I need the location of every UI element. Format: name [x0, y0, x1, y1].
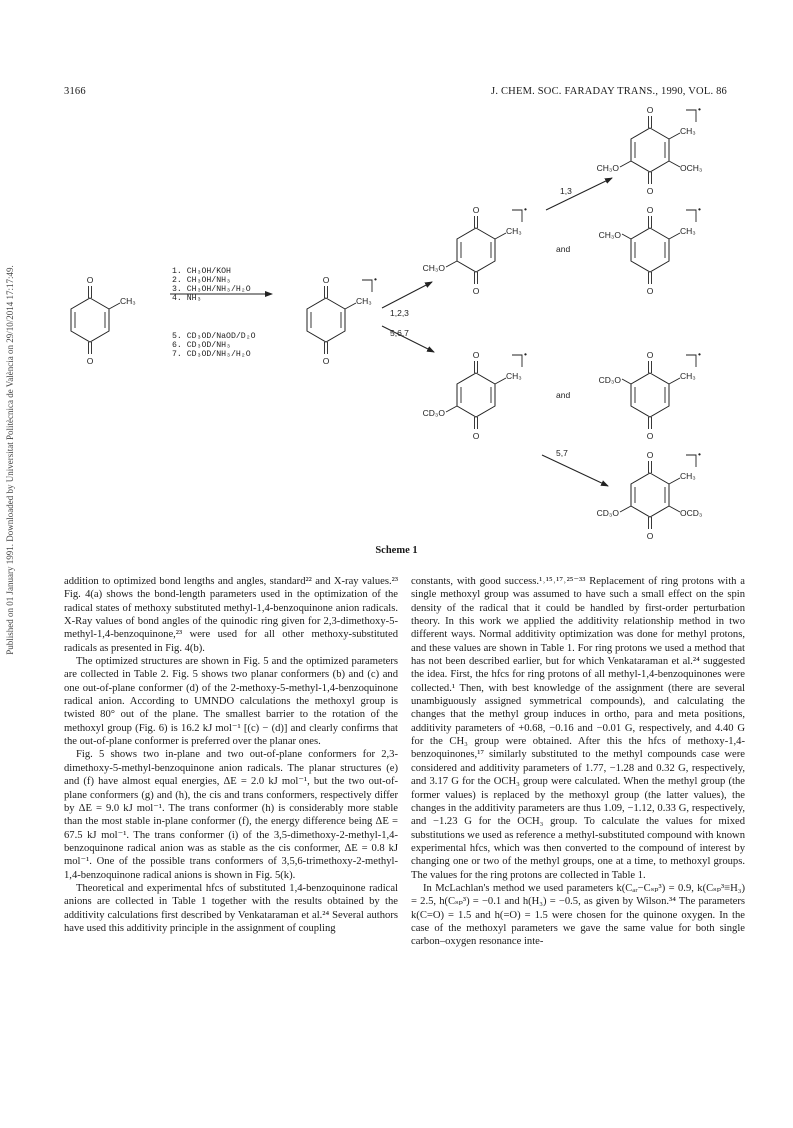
reaction-condition: 4. NH₃	[172, 294, 202, 303]
radical-dot: •	[698, 349, 701, 359]
methyl-label: CH₃	[506, 226, 522, 236]
methoxy-bond	[622, 379, 631, 384]
oxygen-label: O	[322, 275, 330, 285]
left-paragraph: addition to optimized bond lengths and angles, standard²² and X-ray values.²³ Fig. 4(a) shows the bond-length parameters used in the optimization of the radical states of methoxy substituted methyl-1,4-benzoquinone anion radicals. X-Ray values of bond angles of the quinodic ring given for 2,3-dimethoxy-5-methyl-1,4-benzoquinone,²³ were used for all other methoxy-substituted radicals as presented in Fig. 4(b).	[64, 576, 398, 654]
substituent-label: CH₃O	[596, 163, 619, 173]
methyl-bond	[495, 233, 506, 239]
deutero-product-a	[423, 349, 527, 441]
substituent-label: CD₃O	[598, 375, 621, 385]
methoxy-bond	[620, 161, 631, 167]
substituent-label: OCD₃	[680, 508, 703, 518]
left-paragraph: Fig. 5 shows two in-plane and two out-of-plane conformers for 2,3-dimethoxy-5-methyl-benzoquinone anion radicals. The planar structures (e) and (f) have almost equal energies, ΔE = 2.0 kJ mol⁻¹, but the two out-of-plane conformers (g) and (h), the cis and trans conformers, respectively differ by ΔE = 9.0 kJ mol⁻¹. The trans conformer (h) is considerably more stable than the most stable in-plane conformer (f), the energy difference being ΔE = 67.5 kJ mol⁻¹. The trans conformer (i) of the 3,5-dimethoxy-2-methyl-1,4-benzoquinone radical anion was as stable as the cis conformer, ΔE = 0.8 kJ mol⁻¹. One of the possible trans conformers of 3,5,6-trimethoxy-2-methyl-1,4-benzoquinone radical anions is shown in Fig. 5(k).	[64, 749, 398, 881]
radical-dot: •	[698, 449, 701, 459]
methyl-bond	[109, 303, 120, 309]
oxygen-label: O	[86, 356, 94, 366]
reaction-condition: 6. CD₃OD/NH₃	[172, 341, 231, 350]
methoxy-bond	[446, 406, 457, 412]
left-column	[64, 575, 398, 935]
arrow-label: 5,6,7	[390, 328, 409, 338]
dideutero-product	[597, 449, 703, 541]
substituent-label: CD₃O	[596, 508, 619, 518]
methyl-label: CH₃	[356, 296, 372, 306]
radical-bracket	[686, 210, 696, 222]
left-paragraph: The optimized structures are shown in Fig. 5 and the optimized parameters are collected in Table 2. Fig. 5 shows two planar conformers (b) and (c) and one out-of-plane conformer (d) of the 2-methoxy-5-methyl-1,4-benzoquinone radical anion. According to UMNDO calculations the methoxyl group is twisted 80° out of the plane. The smallest barrier to the rotation of the methoxyl group (Fig. 6) is 16.2 kJ mol⁻¹ [(c) − (d)] and clearly confirms that the out-of-plane conformer is preferred over the planar ones.	[64, 656, 398, 748]
oxygen-label: O	[646, 186, 654, 196]
radical-bracket	[362, 280, 372, 292]
arrow-label: 1,2,3	[390, 308, 409, 318]
scheme-caption: Scheme 1	[375, 545, 418, 556]
radical-bracket	[686, 355, 696, 367]
methyl-label: CH₃	[506, 371, 522, 381]
radical-bracket	[686, 455, 696, 467]
methyl-bond	[669, 478, 680, 484]
start-methylquinone	[71, 275, 136, 366]
right-column	[411, 575, 745, 949]
oxygen-label: O	[646, 286, 654, 296]
quinone-ring	[307, 286, 345, 354]
methoxy-product-b	[599, 204, 701, 296]
methyl-label: CH₃	[680, 126, 696, 136]
right-paragraph: constants, with good success.¹˒¹⁵˒¹⁷˒²⁵⁻³³ Replacement of ring protons with a single methoxyl group was assumed to have such a small effect on the spin density of the radical that it could be handled by first-order perturbation theory. In this work we applied the additivity relationship method in two different ways. Normal additivity optimization was done for methyl protons, and these values are shown in Table 1. For ring protons we used a method that has not been described earlier, but for which Venkataraman et al.²⁴ suggested the idea. First, the hfcs for ring protons of all methyl-1,4-benzoquinones were collected.¹ Then, with best knowledge of the assignment (there are several unambiguously assigned symmetrical compounds), and calculating the changes that the methyl group induces in ortho, para and meta positions, additivity parameters of +0.68, −0.16 and −0.01 G, respectively, and 4.40 G for the CH₃ group were obtained. After this the hfcs of methoxy-1,4-benzoquinones,¹⁷ similarly substituted to the methyl compounds case were considered and additivity parameters of 1.77, −1.28 and 0.32 G, respectively, and 3.17 G for the OCH₃ group were calculated. When the methyl group (the former values) is replaced by the methoxyl group (the latter values), the changes in the additivity parameters are thus 1.09, −1.12, 0.33 G, respectively, and −1.23 G for the OCH₃ group. To calculate the values for mixed substitutions we used as reference a methyl-substituted compound with known experimental hfcs, which was then converted to the compound of interest by changing one or two of the methyl groups, one at a time, to methoxyl groups. The values for the ring protons are collected in Table 1.	[411, 576, 745, 881]
substituent-label: CD₃O	[422, 408, 445, 418]
methylquinone-radical	[307, 274, 377, 366]
methoxy-bond	[446, 261, 457, 267]
left-paragraph: Theoretical and experimental hfcs of substituted 1,4-benzoquinone radical anions are collected in Table 1 together with the results obtained by the additivity calculations first described by Venkataraman et al.²⁴ Several authors have used this additivity principle in the assignment of coupling	[64, 882, 398, 934]
methoxy-product-a	[423, 204, 527, 296]
and-label: and	[556, 390, 571, 400]
arrow-1-2-3	[382, 282, 432, 308]
substituent-label: CH₃O	[598, 230, 621, 240]
oxygen-label: O	[646, 450, 654, 460]
methoxy-bond	[622, 234, 631, 239]
oxygen-label: O	[86, 275, 94, 285]
quinone-ring	[631, 116, 669, 184]
oxygen-label: O	[472, 350, 480, 360]
oxygen-label: O	[646, 531, 654, 541]
radical-bracket	[512, 355, 522, 367]
methyl-label: CH₃	[680, 226, 696, 236]
methyl-bond	[669, 133, 680, 139]
download-watermark-text: Published on 01 January 1991. Downloaded by Universitat Politècnica de València on 29/10/2014 17:17:49.	[5, 265, 15, 655]
oxygen-label: O	[646, 105, 654, 115]
substituent-label: OCH₃	[680, 163, 703, 173]
oxygen-label: O	[646, 205, 654, 215]
quinone-ring	[631, 361, 669, 429]
quinone-ring	[71, 286, 109, 354]
methyl-bond	[345, 303, 356, 309]
arrow-5-7	[542, 455, 608, 486]
quinone-ring	[457, 361, 495, 429]
radical-dot: •	[524, 349, 527, 359]
reaction-condition: 5. CD₃OD/NaOD/D₂O	[172, 332, 256, 341]
quinone-ring	[631, 216, 669, 284]
oxygen-label: O	[472, 205, 480, 215]
methyl-bond	[669, 233, 680, 239]
quinone-ring	[631, 461, 669, 529]
methyl-bond	[669, 378, 680, 384]
radical-dot: •	[698, 104, 701, 114]
dimethoxy-product	[597, 104, 703, 196]
methoxy-bond	[620, 506, 631, 512]
radical-bracket	[686, 110, 696, 122]
methyl-label: CH₃	[680, 371, 696, 381]
oxygen-label: O	[646, 431, 654, 441]
reaction-scheme	[0, 100, 793, 570]
and-label: and	[556, 244, 571, 254]
oxygen-label: O	[472, 286, 480, 296]
oxygen-label: O	[646, 350, 654, 360]
methoxy-bond	[669, 161, 680, 167]
reaction-condition: 2. CH₃OH/NH₃	[172, 276, 231, 285]
reaction-condition: 7. CD₃OD/NH₃/H₂O	[172, 350, 251, 359]
methyl-label: CH₃	[680, 471, 696, 481]
deutero-product-b	[599, 349, 701, 441]
methyl-bond	[495, 378, 506, 384]
radical-dot: •	[698, 204, 701, 214]
quinone-ring	[457, 216, 495, 284]
oxygen-label: O	[322, 356, 330, 366]
right-paragraph: In McLachlan's method we used parameters k(Cₐᵣ−Cₛₚ³) = 0.9, k(Cₛₚ³≡H₃) = 2.5, h(Cₛₚ³) = −0.1 and h(H₃) = −0.5, as given by Wilson.³⁴ The parameters k(C=O) = 1.5 and h(=O) = 1.5 were chosen for the quinone oxygen. In the case of the methoxyl parameters we gave the same value for both single carbon–oxygen resonance inte-	[411, 882, 745, 948]
arrow-1-3	[546, 178, 612, 210]
methoxy-bond	[669, 506, 680, 512]
page-number: 3166	[64, 86, 86, 97]
arrow-label: 1,3	[560, 186, 572, 196]
radical-dot: •	[524, 204, 527, 214]
substituent-label: CH₃O	[422, 263, 445, 273]
radical-bracket	[512, 210, 522, 222]
radical-dot: •	[374, 274, 377, 284]
reaction-condition: 1. CH₃OH/KOH	[172, 267, 231, 276]
arrow-label: 5,7	[556, 448, 568, 458]
methyl-label: CH₃	[120, 296, 136, 306]
journal-header: J. CHEM. SOC. FARADAY TRANS., 1990, VOL. 86	[491, 86, 727, 97]
reaction-condition: 3. CH₃OH/NH₃/H₂O	[172, 285, 251, 294]
oxygen-label: O	[472, 431, 480, 441]
